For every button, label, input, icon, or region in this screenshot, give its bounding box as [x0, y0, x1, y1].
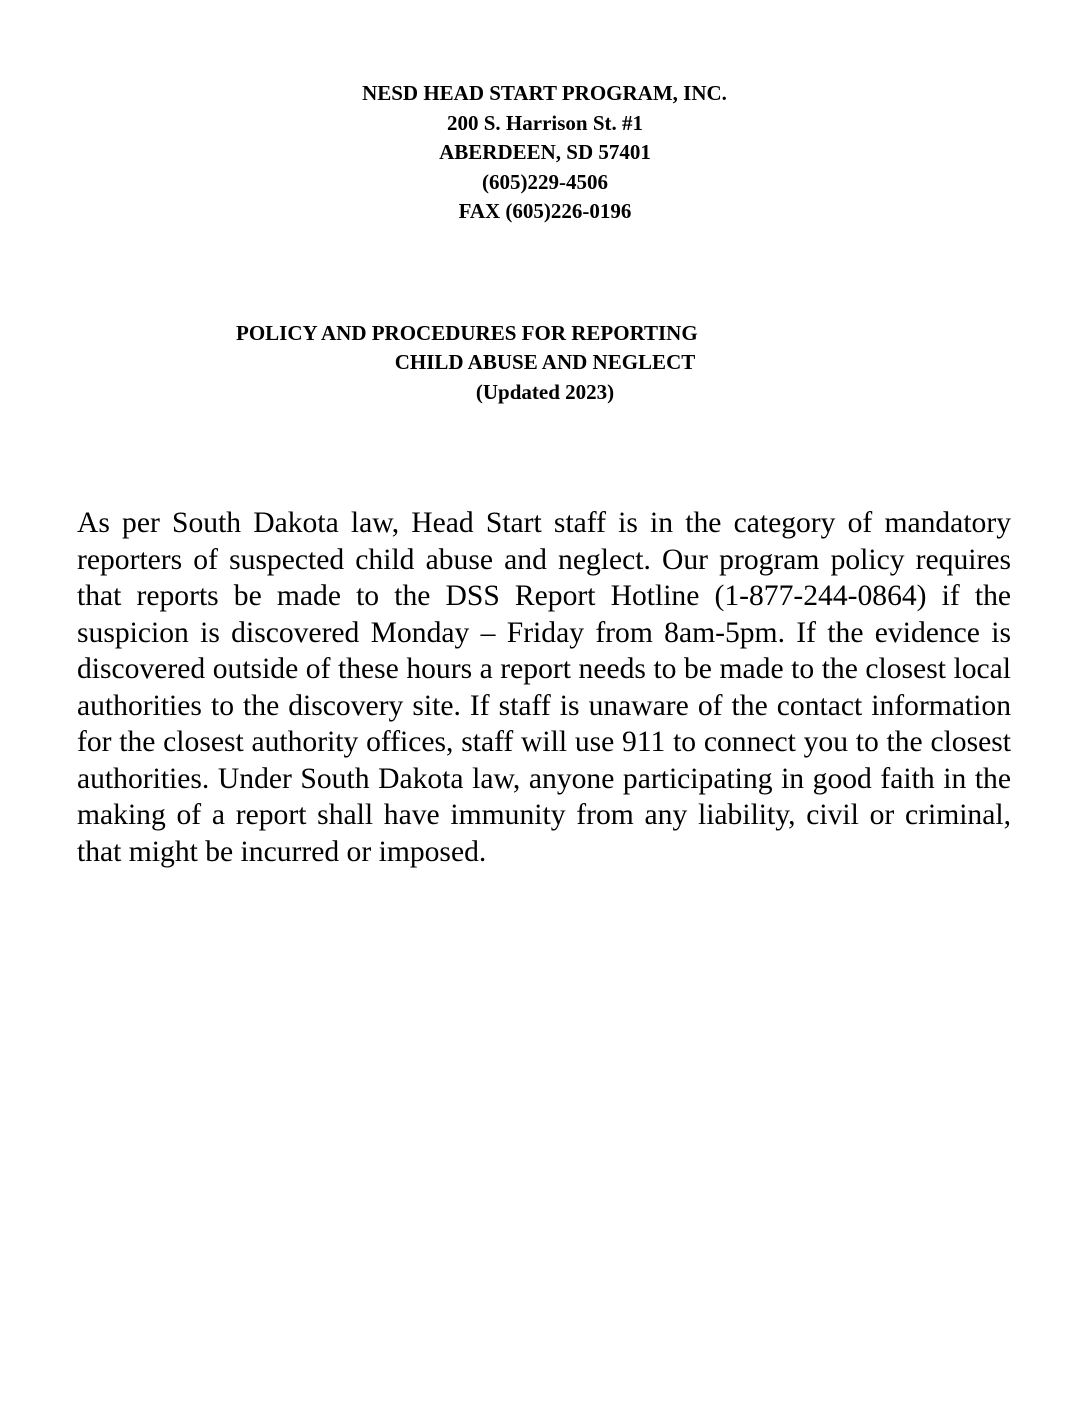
organization-fax: FAX (605)226-0196 — [458, 199, 632, 223]
organization-header — [0, 79, 1088, 227]
policy-subtitle: CHILD ABUSE AND NEGLECT — [394, 350, 696, 374]
policy-title: POLICY AND PROCEDURES FOR REPORTING — [236, 321, 698, 345]
policy-updated: (Updated 2023) — [475, 379, 615, 404]
policy-body-paragraph: As per South Dakota law, Head Start staff is in the category of mandatory reporters of suspected child abuse and neglect. Our program policy requires that reports be made to the DSS Report Hotline (1-877-244-0864) if the suspicion is discovered Monday – Friday from 8am-5pm. If the evidence is discovered outside of these hours a report needs to be made to the closest local authorities to the discovery site. If staff is unaware of the contact information for the closest authority offices, staff will use 911 to connect you to the closest authorities. Under South Dakota law, anyone participating in good faith in the making of a report shall have immunity from any liability, civil or criminal, that might be incurred or imposed. — [77, 507, 1011, 868]
organization-name: NESD HEAD START PROGRAM, INC. — [362, 81, 727, 105]
policy-subtitle-block — [0, 348, 1088, 407]
organization-address: 200 S. Harrison St. #1 — [446, 110, 643, 135]
organization-city-state-zip: ABERDEEN, SD 57401 — [439, 140, 651, 164]
organization-phone: (605)229-4506 — [482, 169, 608, 194]
